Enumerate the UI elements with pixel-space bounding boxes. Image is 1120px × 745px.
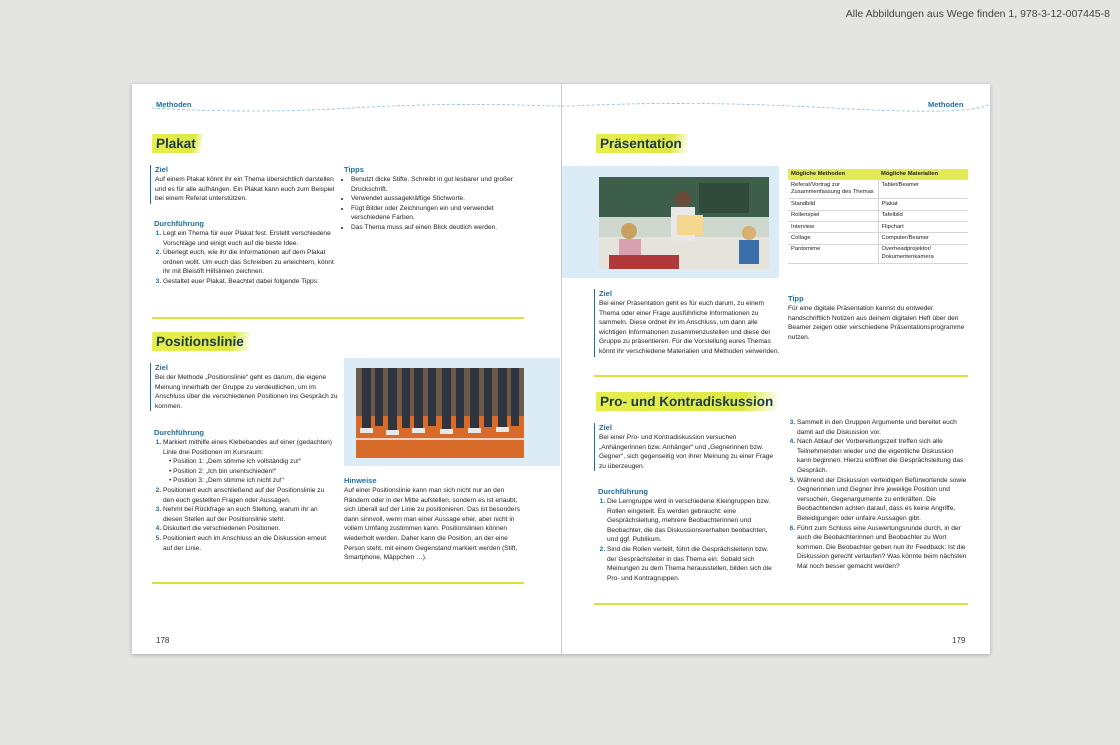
- plakat-tip: • Das Thema muss auf einen Blick deutlich werden.: [351, 223, 522, 233]
- kontra-title: Pro- und Kontradiskussion: [596, 392, 780, 411]
- image-credit: Alle Abbildungen aus Wege finden 1, 978-3-12-007445-8: [845, 8, 1110, 20]
- positionslinie-divider: [152, 582, 524, 584]
- kontra-ziel: [594, 423, 781, 471]
- praesentation-tipp: [788, 294, 968, 342]
- praesentation-tipp-label: Tipp: [788, 294, 804, 303]
- methods-table-cell: Tablet/Beamer: [878, 180, 968, 198]
- methods-table-cell: Interview: [788, 222, 878, 233]
- praesentation-photo-frame: [562, 166, 779, 278]
- methods-table-cell: Flipchart: [878, 222, 968, 233]
- positionslinie-step: 4. Diskutiert die verschiedenen Positionen.: [163, 524, 336, 534]
- methods-table-header: Mögliche Methoden: [788, 169, 878, 180]
- plakat-ziel: [150, 165, 341, 204]
- plakat-ziel-text: Auf einem Plakat könnt ihr ein Thema übersichtlich darstellen und es für alle aufhängen. Ein Plakat kann euch zum Beispiel bei einem Referat unterstützen.: [155, 176, 335, 203]
- methods-table-cell: Referat/Vortrag zur Zusammenfassung des Themas: [788, 180, 878, 198]
- methods-table-cell: Computer/Beamer: [878, 233, 968, 244]
- positionslinie-hints: [344, 476, 522, 563]
- plakat-tip: • Fügt Bilder oder Zeichnungen ein und verwendet verschiedene Farben.: [351, 204, 522, 223]
- plakat-tips: [344, 165, 522, 233]
- positionslinie-hints-label: Hinweise: [344, 476, 377, 485]
- positionslinie-step-text: Markiert mithilfe eines Klebebandes auf einer (gedachten) Linie drei Positionen im Kursraum:: [163, 439, 332, 456]
- left-page-header: Methoden: [156, 100, 192, 109]
- kontra-step: 6. Führt zum Schluss eine Auswertungsrunde durch, in der auch die Beobachterinnen und Beobachter zu Wort kommen. Die Beobachter geben nun ihr Feedback: Ist die Diskussion gerecht verlaufen? Was könnte beim nächsten Mal noch besser gemacht werden?: [797, 524, 968, 572]
- plakat-tip: • Verwendet aussagekräftige Stichworte.: [351, 194, 522, 204]
- praesentation-ziel-text: Bei einer Präsentation geht es für euch darum, zu einem Thema oder einer Frage ausführliche Informationen zu sammeln. Diese ordnet ihr im Anschluss, um dann alle wichtigen Informationen zusammenzustellen und diese der Gruppe zu präsentieren. Für die Vorstellung eures Themas könnt ihr verschiedene Materialien und Methoden verwenden.: [599, 300, 780, 355]
- positionslinie-hints-text: Auf einer Positionslinie kann man sich nicht nur an den Rändern oder in der Mitte aufstellen, sondern es ist erlaubt, sich überall auf der Linie zu positionieren. Das ist besonders dann sinnvoll, wenn man einer Aussage eher, aber nicht in vollem Umfang zustimmen kann. Positionslinien können wiederholt werden. Daher kann die Position, an der eine Person steht, mit einem Gegenstand markiert werden (Stift, Smartphone, Mäppchen …).: [344, 487, 520, 562]
- plakat-tips-label: Tipps: [344, 165, 364, 174]
- right-page-number: 179: [952, 636, 966, 645]
- methods-table-cell: Rollenspiel: [788, 210, 878, 221]
- methods-table: [788, 169, 968, 264]
- methods-table-cell: Standbild: [788, 199, 878, 210]
- methods-table-cell: Pantomime: [788, 244, 878, 263]
- plakat-tip: • Benutzt dicke Stifte. Schreibt in gut lesbarer und großer Druckschrift.: [351, 175, 522, 194]
- kontra-divider: [594, 603, 968, 605]
- praesentation-tipp-text: Für eine digitale Präsentation kannst du entweder handschriftlich Notizen aus deinem digitalen Heft über den Beamer zeigen oder verschiedene Präsentationsprogramme nutzen.: [788, 305, 965, 341]
- positionslinie-photo-frame: [344, 358, 560, 466]
- plakat-steps-label: Durchführung: [154, 219, 204, 228]
- kontra-ziel-label: Ziel: [599, 423, 612, 432]
- book-spread: [132, 84, 990, 654]
- plakat-divider: [152, 317, 524, 319]
- kontra-step: 2. Sind die Rollen verteilt, führt die Gesprächsleiterin bzw. der Gesprächsleiter in das Thema ein. Sobald sich Meinungen zu dem Thema herausstellen, bilden sich die Pro- und Kontragruppen.: [607, 545, 778, 583]
- positionslinie-steps: [154, 428, 336, 553]
- kontra-step: 1. Die Lerngruppe wird in verschiedene Kleingruppen bzw. Rollen eingeteilt. Es werden gebraucht: eine Gesprächsleitung, mehrere Beobachterinnen und Beobachter, die das Diskussionsverhalten beobachten, und ggf. Publikum.: [607, 497, 778, 545]
- positionslinie-ziel-label: Ziel: [155, 363, 168, 372]
- kontra-ziel-text: Bei einer Pro- und Kontradiskussion versuchen „Anhängerinnen bzw. Anhänger“ und „Gegnerinnen bzw. Gegner“, sich gegenseitig von ihrer Meinung zu einer Frage zu überzeugen.: [599, 434, 774, 470]
- kontra-step: 4. Nach Ablauf der Vorbereitungszeit treffen sich alle Teilnehmenden wieder und die eigentliche Diskussion kann beginnen. Hierzu eröffnet die Gesprächsleitung das Gespräch.: [797, 437, 968, 475]
- methods-table-cell: Overheadprojektor/ Dokumentenkamera: [878, 244, 968, 263]
- plakat-step: 2. Überlegt euch, wie ihr die Informationen auf dem Plakat ordnen wollt. Um euch das Schreiben zu erleichtern, könnt ihr mit Bleistift Hilfslinien zeichnen.: [163, 248, 336, 277]
- kontra-step: 3. Sammelt in den Gruppen Argumente und bereitet euch damit auf die Diskussion vor.: [797, 418, 968, 437]
- plakat-title: Plakat: [152, 134, 202, 153]
- positionslinie-title: Positionslinie: [152, 332, 250, 351]
- positionslinie-step: 5. Positioniert euch im Anschluss an die Diskussion erneut auf der Linie.: [163, 534, 336, 553]
- methods-table-cell: Tafelbild: [878, 210, 968, 221]
- positionslinie-steps-label: Durchführung: [154, 428, 204, 437]
- praesentation-ziel-label: Ziel: [599, 289, 612, 298]
- position-option: • Position 3: „Dem stimme ich nicht zu!“: [169, 476, 336, 486]
- praesentation-title: Präsentation: [596, 134, 688, 153]
- left-page-number: 178: [156, 636, 170, 645]
- methods-table-cell: Collage: [788, 233, 878, 244]
- plakat-step: 1. Legt ein Thema für euer Plakat fest. Erstellt verschiedene Vorschläge und einigt euch auf die beste Idee.: [163, 229, 336, 248]
- positionslinie-ziel: [150, 363, 341, 411]
- positionslinie-step: [163, 438, 336, 486]
- praesentation-photo: [599, 177, 769, 269]
- praesentation-ziel: [594, 289, 781, 357]
- positionslinie-photo: [356, 368, 524, 458]
- positionslinie-ziel-text: Bei der Methode „Positionslinie“ geht es darum, die eigene Meinung innerhalb der Gruppe zu verdeutlichen, um im Anschluss über die verschiedenen Positionen ins Gespräch zu kommen.: [155, 374, 338, 410]
- plakat-step: 3. Gestaltet euer Plakat. Beachtet dabei folgende Tipps:: [163, 277, 336, 287]
- kontra-steps-right: [788, 418, 968, 572]
- right-page-header: Methoden: [928, 100, 964, 109]
- position-option: • Position 1: „Dem stimme ich vollständig zu!“: [169, 457, 336, 467]
- positionslinie-step: 2. Positioniert euch anschließend auf der Positionslinie zu den euch gestellten Fragen oder Aussagen.: [163, 486, 336, 505]
- kontra-steps-left: [598, 487, 778, 583]
- methods-table-header: Mögliche Materialien: [878, 169, 968, 180]
- plakat-ziel-label: Ziel: [155, 165, 168, 174]
- plakat-steps: [154, 219, 336, 287]
- position-option: • Position 2: „Ich bin unentschieden!“: [169, 467, 336, 477]
- praesentation-divider: [594, 375, 968, 377]
- kontra-steps-label: Durchführung: [598, 487, 648, 496]
- positionslinie-step: 3. Nehmt bei Rückfrage an euch Stellung, warum ihr an diesen Stellen auf der Positionslinie steht.: [163, 505, 336, 524]
- methods-table-cell: Plakat: [878, 199, 968, 210]
- kontra-step: 5. Während der Diskussion verteidigen Befürwortende sowie Gegnerinnen und Gegner ihre jeweilige Position und versuchen, Gegenargumente zu entkräften. Die Beobachtenden achten darauf, dass es keine Angriffe, Beleidigungen oder unfaire Aussagen gibt.: [797, 476, 968, 524]
